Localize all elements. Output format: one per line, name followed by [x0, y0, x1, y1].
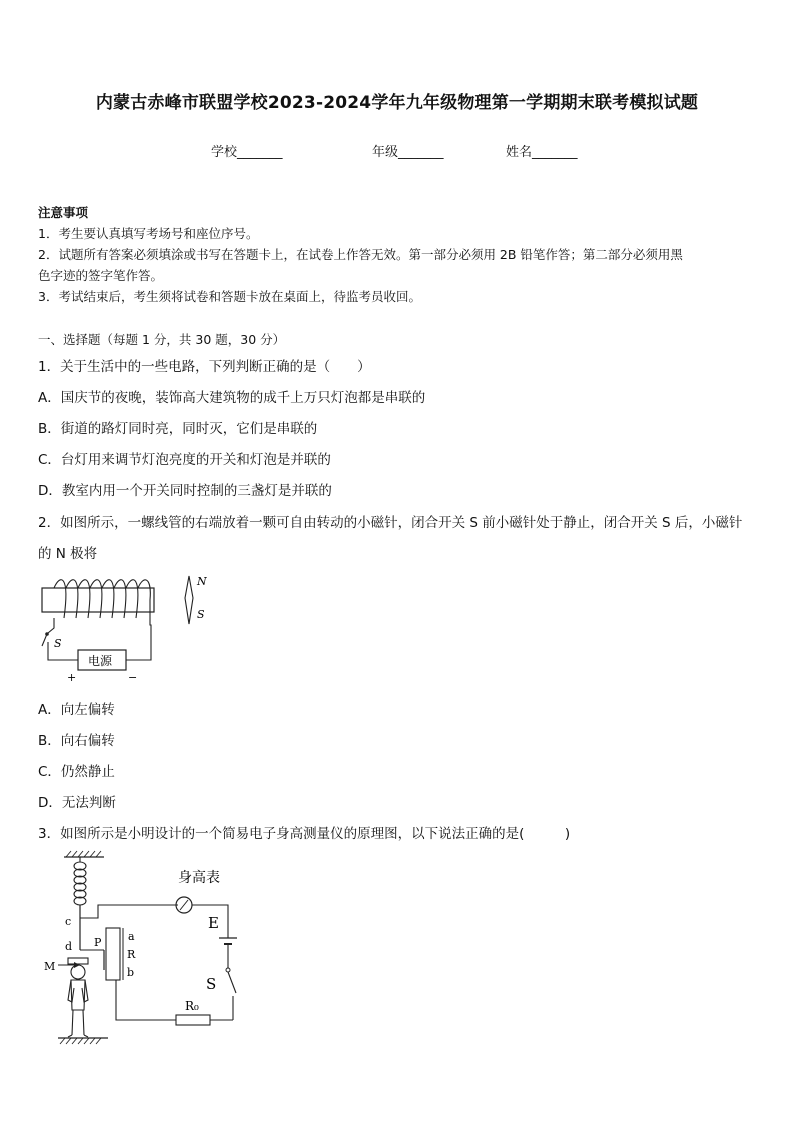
question-1-option-d: D．教室内用一个开关同时控制的三盏灯是并联的 [38, 483, 332, 499]
notice-item-3: 3．考试结束后，考生须将试卷和答题卡放在桌面上，待监考员收回。 [38, 289, 421, 304]
page-title: 内蒙古赤峰市联盟学校2023-2024学年九年级物理第一学期期末联考模拟试题 [95, 93, 699, 113]
question-3-stem: 3．如图所示是小明设计的一个简易电子身高测量仪的原理图，以下说法正确的是( ) [38, 826, 571, 842]
point-c-label: c [65, 915, 72, 928]
compass-needle [185, 576, 193, 624]
switch-label: S [54, 637, 62, 650]
question-2-option-b: B．向右偏转 [38, 733, 115, 749]
school-field: 学校_______ [211, 145, 283, 160]
point-d-label: d [65, 940, 73, 953]
minus-terminal-label: − [128, 671, 138, 684]
question-2-option-a: A．向左偏转 [38, 702, 115, 718]
slider-p-label: P [94, 936, 102, 949]
question-1-stem: 1．关于生活中的一些电路，下列判断正确的是（ ） [38, 359, 371, 375]
question-2-stem: 2．如图所示，一螺线管的右端放着一颗可自由转动的小磁针，闭合开关 S 前小磁针处于静止，闭合开关 S 后，小磁针 [38, 515, 743, 531]
power-source-label: 电源 [88, 654, 113, 668]
battery-e-label: E [208, 914, 219, 932]
resistor-r0-label: R₀ [185, 999, 199, 1013]
height-meter-circuit-figure [38, 850, 248, 1050]
switch-s-label: S [206, 975, 217, 993]
question-2-option-c: C．仍然静止 [38, 764, 115, 780]
question-1-option-a: A．国庆节的夜晚，装饰高大建筑物的成千上万只灯泡都是串联的 [38, 390, 426, 406]
student-figure [68, 958, 88, 1037]
notice-item-1: 1．考生要认真填写考场号和座位序号。 [38, 226, 259, 241]
end-a-label: a [128, 930, 135, 943]
resistor-r-label: R [127, 948, 136, 961]
question-2-option-d: D．无法判断 [38, 795, 116, 811]
south-pole-label: S [197, 608, 205, 621]
notice-item-2: 2．试题所有答案必须填涂或书写在答题卡上，在试卷上作答无效。第一部分必须用 2B 铅笔作答；第二部分必须用黑 [38, 247, 683, 262]
question-2-stem-cont: 的 N 极将 [38, 546, 98, 562]
solenoid-circuit-figure [36, 570, 226, 685]
height-meter-label: 身高表 [178, 870, 220, 886]
point-m-label: M [44, 960, 56, 973]
question-1-option-b: B．街道的路灯同时亮，同时灭，它们是串联的 [38, 421, 318, 437]
grade-field: 年级_______ [372, 145, 444, 160]
notice-heading: 注意事项 [38, 205, 89, 220]
plus-terminal-label: + [67, 671, 77, 684]
question-1-option-c: C．台灯用来调节灯泡亮度的开关和灯泡是并联的 [38, 452, 331, 468]
section-heading: 一、选择题（每题 1 分，共 30 题，30 分） [38, 332, 286, 347]
north-pole-label: N [197, 575, 207, 588]
name-field: 姓名_______ [506, 145, 578, 160]
end-b-label: b [127, 966, 135, 979]
notice-item-2-cont: 色字迹的签字笔作答。 [38, 268, 164, 283]
